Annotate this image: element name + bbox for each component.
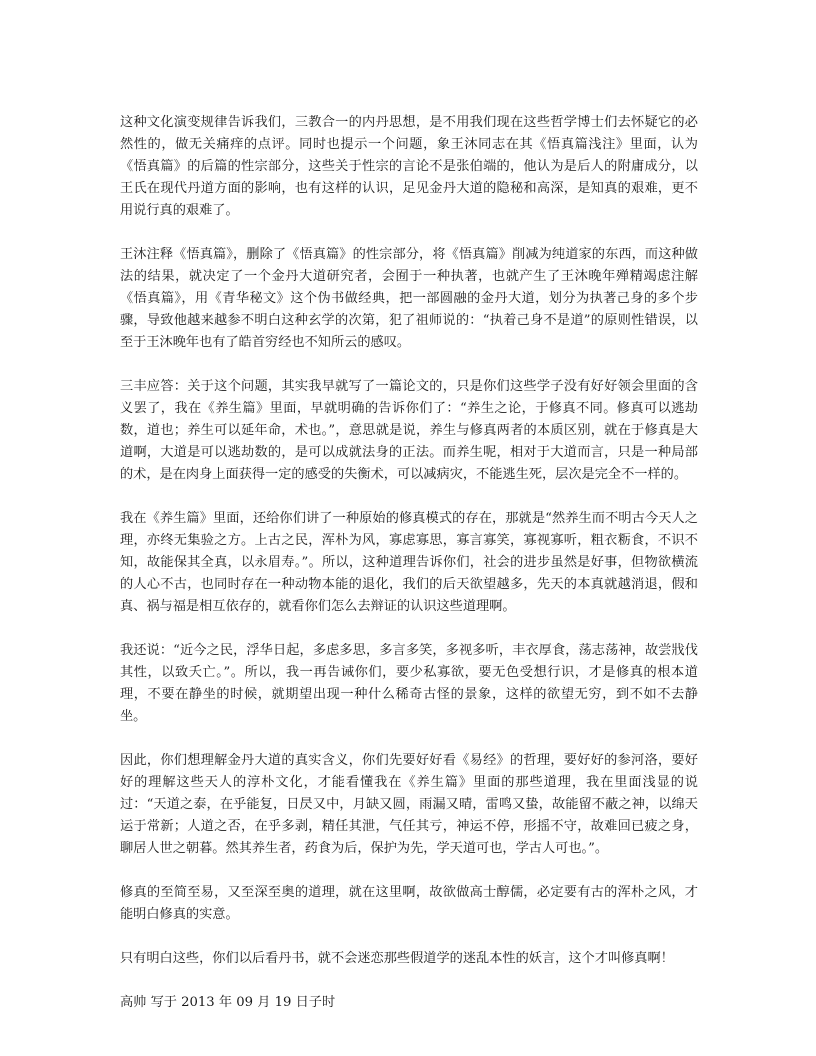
document-body — [120, 112, 698, 1014]
paragraph-2: 王沐注释《悟真篇》，删除了《悟真篇》的性宗部分，将《悟真篇》削减为纯道家的东西，而这种做法的结果，就决定了一个金丹大道研究者，会囿于一种执著，也就产生了王沐晚年殚精竭虑注解《悟真篇》，用《青华秘文》这个伪书做经典，把一部圆融的金丹大道，划分为执著己身的多个步骤，导致他越来越参不明白这种玄学的次第，犯了祖师说的：“执着己身不是道”的原则性错误，以至于王沐晚年也有了皓首穷经也不知所云的感叹。 — [120, 247, 698, 350]
signature-line: 高帅 写于 2013 年 09 月 19 日子时 — [120, 995, 336, 1010]
paragraph-4: 我在《养生篇》里面，还给你们讲了一种原始的修真模式的存在，那就是“然养生而不明古今天人之理，亦终无集验之方。上古之民，浑朴为风，寡虑寡思，寡言寡笑，寡视寡听，粗衣粝食，不识不知，故能保其全真，以永眉寿。”。所以，这种道理告诉你们，社会的进步虽然是好事，但物欲横流的人心不古，也同时存在一种动物本能的退化，我们的后天欲望越多，先天的本真就越消退，假和真、祸与福是相互依存的，就看你们怎么去辩证的认识这些道理啊。 — [120, 511, 698, 614]
paragraph-5: 我还说：“近今之民，浮华日起，多虑多思，多言多笑，多视多听，丰衣厚食，荡志荡神，故尝戕伐其性，以致夭亡。”。所以，我一再告诫你们，要少私寡欲，要无色受想行识，才是修真的根本道理，不要在静坐的时候，就期望出现一种什么稀奇古怪的景象，这样的欲望无穷，到不如不去静坐。 — [120, 643, 698, 724]
paragraph-6: 因此，你们想理解金丹大道的真实含义，你们先要好好看《易经》的哲理，要好好的参河洛，要好好的理解这些天人的淳朴文化，才能看懂我在《养生篇》里面的那些道理，我在里面浅显的说过：“天道之泰，在乎能复，日昃又中，月缺又圆，雨漏又晴，雷鸣又蛰，故能留不蔽之神，以绵天运于常新；人道之否，在乎多剥，精任其泄，气任其亏，神运不停，形摇不守，故难回已疲之身，聊居人世之朝暮。然其养生者，药食为后，保护为先，学天道可也，学古人可也。”。 — [120, 753, 698, 856]
paragraph-8: 只有明白这些，你们以后看丹书，就不会迷恋那些假道学的迷乱本性的妖言，这个才叫修真啊！ — [120, 951, 674, 966]
paragraph-3: 三丰应答：关于这个问题，其实我早就写了一篇论文的，只是你们这些学子没有好好领会里面的含义罢了，我在《养生篇》里面，早就明确的告诉你们了：“养生之论，于修真不同。修真可以逃劫数，道也；养生可以延年命，术也。”，意思就是说，养生与修真两者的本质区别，就在于修真是大道啊，大道是可以逃劫数的，是可以成就法身的正法。而养生呢，相对于大道而言，只是一种局部的术，是在肉身上面获得一定的感受的失衡术，可以减病灾，不能逃生死，层次是完全不一样的。 — [120, 379, 698, 482]
paragraph-1: 这种文化演变规律告诉我们，三教合一的内丹思想，是不用我们现在这些哲学博士们去怀疑它的必然性的，做无关痛痒的点评。同时也提示一个问题，象王沐同志在其《悟真篇浅注》里面，认为《悟真篇》的后篇的性宗部分，这些关于性宗的言论不是张伯端的，他认为是后人的附庸成分，以王氏在现代丹道方面的影响，也有这样的认识，足见金丹大道的隐秘和高深，是知真的艰难，更不用说行真的艰难了。 — [120, 115, 698, 218]
paragraph-7: 修真的至简至易，又至深至奥的道理，就在这里啊，故欲做高士醇儒，必定要有古的浑朴之风，才能明白修真的实意。 — [120, 885, 698, 922]
